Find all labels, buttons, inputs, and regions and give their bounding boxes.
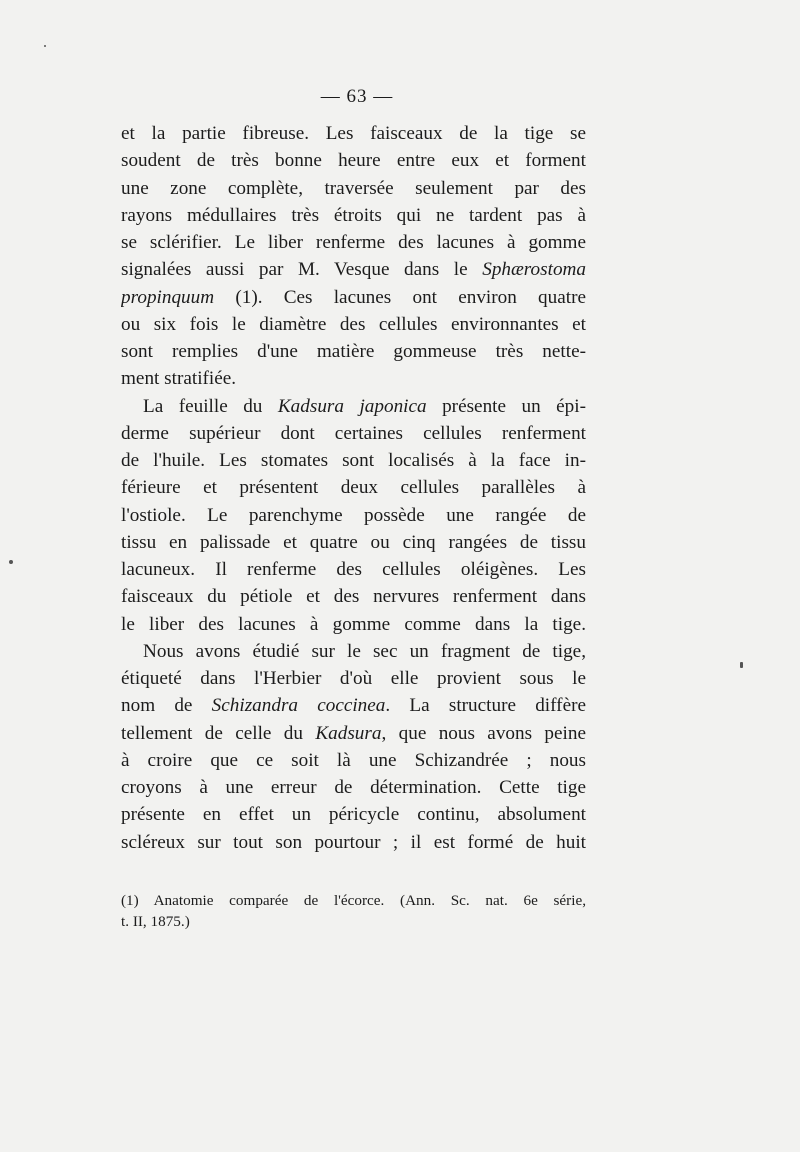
text-line: et la partie fibreuse. Les faisceaux de la tige se	[121, 123, 586, 144]
text-line: rayons médullaires très étroits qui ne tardent pas à	[121, 204, 586, 226]
page-number: — 63 —	[320, 86, 394, 107]
text-line: propinquum (1). Ces lacunes ont environ quatre	[121, 286, 586, 308]
italic-species-name: Kadsura	[315, 722, 382, 744]
text-line: l'ostiole. Le parenchyme possède une rangée de	[121, 504, 586, 526]
body-text	[121, 120, 586, 856]
scan-speck	[740, 662, 743, 668]
text-line: faisceaux du pétiole et des nervures renferment dans	[121, 586, 586, 608]
footnote-line: t. II, 1875.)	[121, 913, 190, 930]
text-line: croyons à une erreur de détermination. Cette tige	[121, 777, 586, 798]
text-line: lacuneux. Il renferme des cellules oléigènes. Les	[121, 559, 586, 580]
text-line: une zone complète, traversée seulement par des	[121, 177, 586, 199]
paragraph-start-line: Nous avons étudié sur le sec un fragment de tige,	[143, 640, 586, 662]
text-line: soudent de très bonne heure entre eux et forment	[121, 150, 586, 172]
text-line: signalées aussi par M. Vesque dans le Sphærostoma	[121, 259, 586, 281]
footnote	[121, 890, 586, 932]
text-line: ou six fois le diamètre des cellules environnantes et	[121, 313, 586, 335]
text-line: nom de Schizandra coccinea. La structure diffère	[121, 695, 586, 717]
text-line: à croire que ce soit là une Schizandrée ; nous	[121, 749, 586, 771]
text-line: ment stratifiée.	[121, 368, 237, 390]
italic-species-name: Sphærostoma	[482, 259, 586, 281]
italic-species-name: Kadsura japonica	[277, 395, 427, 417]
scan-speck	[9, 560, 13, 564]
text-line: se sclérifier. Le liber renferme des lacunes à gomme	[121, 232, 586, 253]
scan-speck	[44, 45, 46, 47]
text-line: tellement de celle du Kadsura, que nous avons peine	[121, 722, 586, 744]
italic-species-name: propinquum	[121, 286, 215, 308]
text-line: présente en effet un péricycle continu, absolument	[121, 804, 586, 826]
text-line: férieure et présentent deux cellules parallèles à	[121, 477, 586, 499]
text-line: le liber des lacunes à gomme comme dans la tige.	[121, 613, 586, 635]
italic-species-name: Schizandra coccinea	[211, 695, 386, 717]
text-line: étiqueté dans l'Herbier d'où elle provient sous le	[121, 668, 586, 689]
text-line: scléreux sur tout son pourtour ; il est formé de huit	[121, 831, 586, 853]
footnote-line: (1) Anatomie comparée de l'écorce. (Ann. Sc. nat. 6e série,	[121, 892, 586, 909]
paragraph-start-line: La feuille du Kadsura japonica présente un épi-	[143, 395, 586, 417]
text-line: derme supérieur dont certaines cellules renferment	[121, 422, 586, 444]
text-line: de l'huile. Les stomates sont localisés à la face in-	[121, 450, 586, 471]
text-line: tissu en palissade et quatre ou cinq rangées de tissu	[121, 531, 586, 553]
text-line: sont remplies d'une matière gommeuse très nette-	[121, 341, 586, 362]
